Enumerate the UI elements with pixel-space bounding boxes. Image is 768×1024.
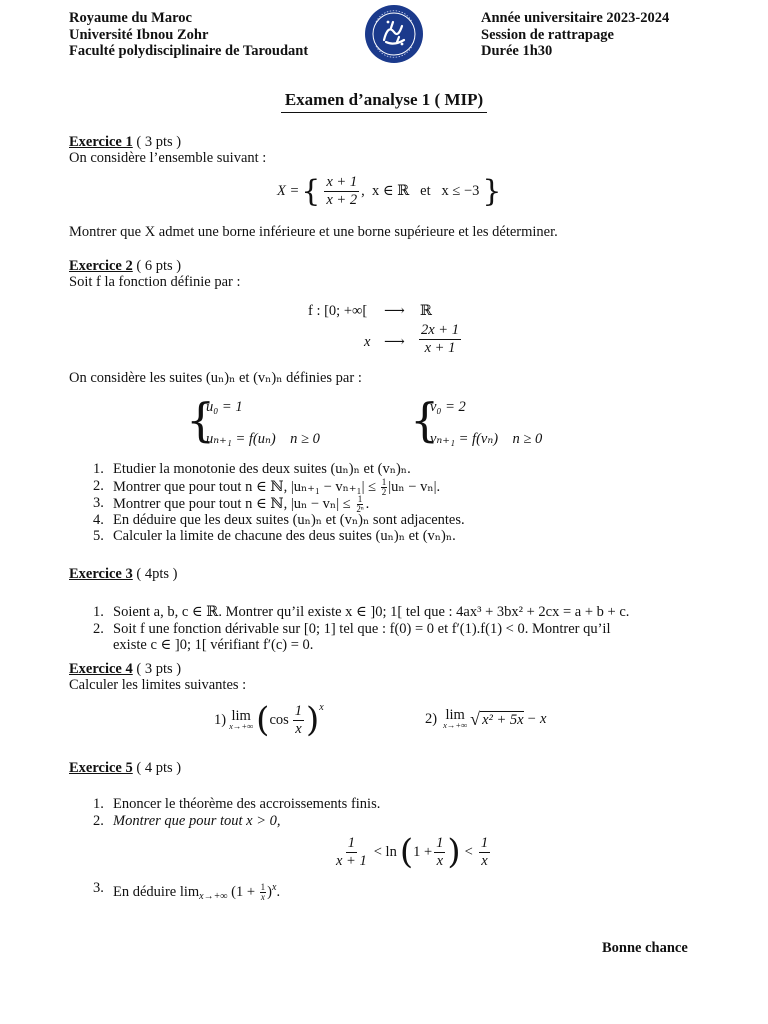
ex2-un1: uₙ₊₁ = f(uₙ) n ≥ 0: [206, 431, 320, 447]
ex4-points: ( 3 pts ): [136, 661, 182, 677]
ex3-heading: [69, 566, 177, 583]
closing-message: Bonne chance: [602, 940, 688, 956]
list-item: 3. En déduire $\lim_{x\to+\infty} (1$ + $\frac{1}{x}$ )$^x$.: [93, 880, 281, 903]
ex1-frac-num: x + 1: [326, 174, 358, 190]
ex1-condition: , x ∈ ℝ et x ≤ −3: [361, 183, 480, 199]
header-university: Université Ibnou Zohr: [69, 26, 209, 43]
header-academic-year: Année universitaire 2023-2024: [481, 10, 670, 26]
list-item: 2. Montrer que pour tout x > 0,: [93, 812, 281, 829]
list-item: 3. Montrer que pour tout n ∈ ℕ, |uₙ − vₙ| ≤ $\frac{1}{\text{2ⁿ}}$ .: [93, 493, 370, 514]
ex5-label: Exercice 5: [69, 760, 133, 776]
ex1-frac-den: x + 2: [326, 192, 358, 208]
ex1-fraction: [324, 174, 359, 209]
ex4-heading: [69, 661, 181, 678]
ex2-map-domain: f : [0; +∞[: [308, 303, 368, 319]
ex2-map-arrow-2: ⟶: [384, 334, 405, 350]
header-duration: Durée 1h30: [481, 43, 553, 59]
ex2-intro: Soit f la fonction définie par :: [69, 274, 241, 290]
ex2-label: Exercice 2: [69, 258, 133, 274]
header-faculty: Faculté polydisciplinaire de Taroudant: [69, 43, 309, 59]
ex2-map-den: x + 1: [424, 340, 456, 356]
ex4-limit-1-label: 1): [214, 711, 227, 728]
ex2-heading: [69, 258, 181, 275]
ex2-v-brace: {: [410, 393, 440, 447]
ex2-suites-intro: On considère les suites (uₙ)ₙ et (vₙ)ₙ définies par :: [69, 370, 362, 386]
ex2-map-image: [417, 322, 463, 357]
ex1-heading: [69, 134, 181, 151]
university-logo: [364, 2, 424, 68]
ex4-label: Exercice 4: [69, 661, 133, 677]
ex2-questions: [69, 461, 465, 545]
ex4-intro: Calculer les limites suivantes :: [69, 677, 247, 693]
header-left: [69, 10, 308, 60]
header-kingdom: Royaume du Maroc: [69, 10, 192, 26]
exam-title-wrap: [0, 90, 768, 113]
ex4-limit-1: 1) lim x→+∞ ( cos $\frac{1}{x}$ ) x: [214, 700, 324, 740]
ex2-v0: v₀ = 2: [430, 399, 466, 415]
ex2-vn1: vₙ₊₁ = f(vₙ) n ≥ 0: [430, 431, 543, 447]
ex2-map-x: x: [364, 334, 371, 350]
header-session: Session de rattrapage: [481, 26, 614, 43]
list-item: 1. Soient a, b, c ∈ ℝ. Montrer qu’il existe x ∈ ]0; 1[ tel que : 4ax³ + 3bx² + 2cx = a + b + c.: [93, 604, 630, 620]
ex2-u-brace: {: [186, 393, 216, 447]
list-item: 1. Etudier la monotonie des deux suites (uₙ)ₙ et (vₙ)ₙ.: [93, 461, 411, 477]
list-item: 1. Enoncer le théorème des accroissements finis.: [93, 796, 381, 812]
ex5-inequality: $\frac{1}{x + 1}$ < ln ( 1 + $\frac{1}{x}$ ) < $\frac{1}{x}$: [336, 832, 489, 872]
ex3-questions: [69, 604, 629, 654]
ex4-limit-2-label: 2): [425, 711, 438, 727]
list-item-continuation: existe c ∈ ]0; 1[ vérifiant f′(c) = 0.: [113, 637, 314, 653]
exam-title: Examen d’analyse 1 ( MIP): [281, 90, 487, 113]
ex2-points: ( 6 pts ): [136, 258, 182, 274]
list-item: 5. Calculer la limite de chacune des deus suites (uₙ)ₙ et (vₙ)ₙ.: [93, 528, 456, 544]
ex1-set-definition: X = { $\frac{x + 1}{x + 2}$ , x ∈ ℝ et x ≤ −3 }: [277, 173, 502, 209]
ex2-map-codomain: ℝ: [420, 303, 433, 319]
ex1-label: Exercice 1: [69, 134, 133, 150]
ex2-u0: u₀ = 1: [206, 399, 243, 415]
ex2-map-num: 2x + 1: [421, 322, 459, 338]
ex5-questions-1: [69, 796, 380, 829]
ex5-heading: [69, 760, 181, 777]
list-item: 4. En déduire que les deux suites (uₙ)ₙ et (vₙ)ₙ sont adjacentes.: [93, 511, 465, 528]
list-item: 2. Soit f une fonction dérivable sur [0; 1] tel que : f(0) = 0 et f′(1).f(1) < 0. Montrer qu’il: [93, 620, 611, 637]
list-item: 2. Montrer que pour tout n ∈ ℕ, |uₙ₊₁ − vₙ₊₁| ≤ $\frac{1}{2}$ |uₙ − vₙ|.: [93, 476, 441, 497]
ex1-intro: On considère l’ensemble suivant :: [69, 150, 267, 166]
ex1-question: Montrer que X admet une borne inférieure et une borne supérieure et les déterminer.: [69, 224, 558, 240]
ex1-points: ( 3 pts ): [136, 134, 182, 150]
ex5-points: ( 4 pts ): [136, 760, 182, 776]
ex3-label: Exercice 3: [69, 566, 133, 582]
ex2-map-arrow-1: ⟶: [384, 303, 405, 319]
ex1-set-lhs: X =: [277, 183, 300, 199]
ex4-limit-2: 2) lim x→+∞ √ x² + 5x − x: [425, 707, 547, 730]
header-right: [481, 10, 669, 60]
ex5-questions-2: [69, 880, 280, 906]
ex3-points: ( 4pts ): [136, 566, 178, 582]
